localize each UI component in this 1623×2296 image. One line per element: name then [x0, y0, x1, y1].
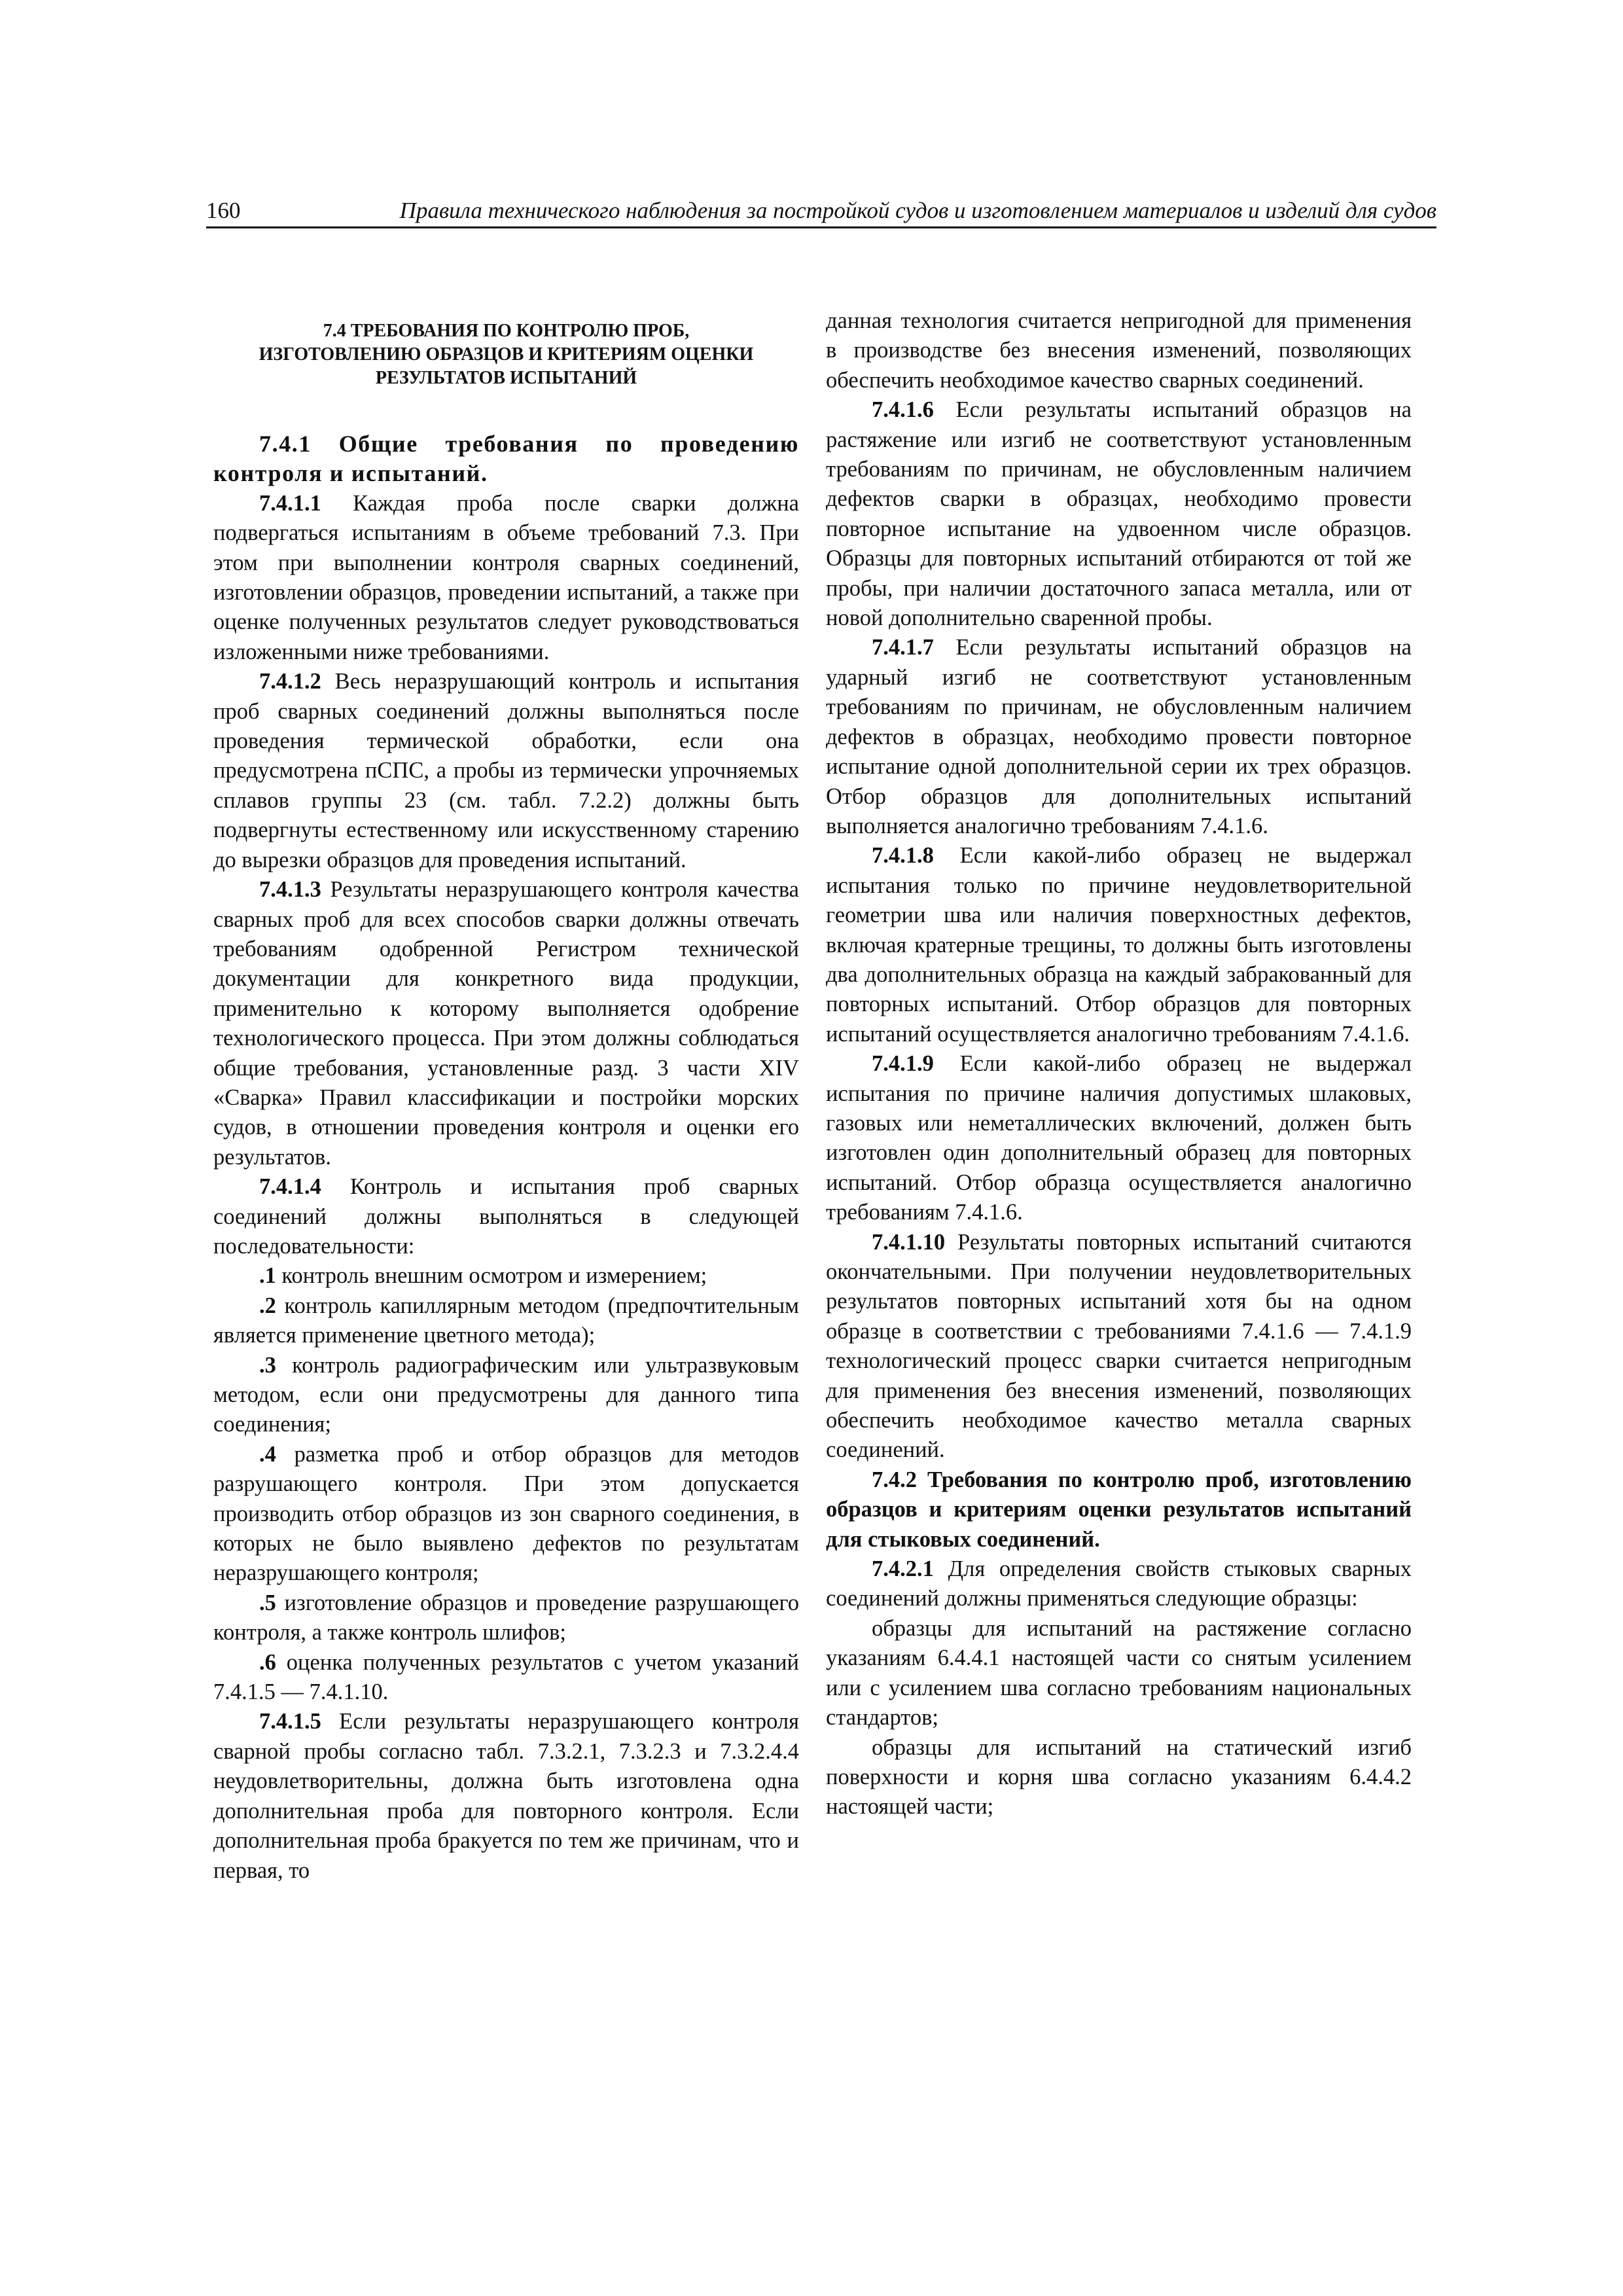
section-title-line: 7.4 ТРЕБОВАНИЯ ПО КОНТРОЛЮ ПРОБ, — [323, 321, 690, 341]
clause-text: Весь неразрушающий контроль и испытания проб сварных соединений должны выполняться после проведения термической обработки, если она предусмотрена пСПС, а пробы из термически упрочняемых сплавов группы 23 (см. табл. 7.2.2) должны быть подвергнуты естественному или искусственному старению до вырезки образцов для проведения испытаний. — [213, 669, 799, 872]
paragraph-7-4-1-5 — [213, 1707, 799, 1885]
item-text: изготовление образцов и проведение разрушающего контроля, а также контроль шлифов; — [213, 1590, 799, 1645]
paragraph-7-4-1-9 — [826, 1049, 1412, 1227]
page-number: 160 — [206, 198, 241, 223]
item-text: разметка проб и отбор образцов для методов разрушающего контроля. При этом допускается производить отбор образцов из зон сварного соединения, в которых не было выявлено дефектов по результатам неразрушающего контроля; — [213, 1441, 799, 1586]
item-number: .2 — [259, 1293, 276, 1318]
list-item — [213, 1351, 799, 1440]
paragraph-7-4-1-3 — [213, 875, 799, 1172]
list-item — [213, 1440, 799, 1588]
clause-text: Результаты неразрушающего контроля качества сварных проб для всех способов сварки должны отвечать требованиям одобренной Регистром технической документации для конкретного вида продукции, применительно к которому выполняется одобрение технологического процесса. При этом должны соблюдаться общие требования, установленные разд. 3 части XIV «Сварка» Правил классификации и постройки морских судов, в отношении проведения контроля и оценки его результатов. — [213, 877, 799, 1170]
clause-text: Если какой-либо образец не выдержал испытания только по причине неудовлетворительной геометрии шва или наличия поверхностных дефектов, включая кратерные трещины, то должны быть изготовлены два дополнительных образца на каждый забракованный для повторных испытаний. Отбор образцов для повторных испытаний осуществляется аналогично требованиям 7.4.1.6. — [826, 843, 1412, 1047]
list-item — [213, 1291, 799, 1351]
running-title: Правила технического наблюдения за постройкой судов и изготовлением материалов и изделий для судов — [399, 198, 1436, 223]
paragraph-7-4-1-8 — [826, 841, 1412, 1049]
right-column — [826, 306, 1412, 1822]
section-title-line: ИЗГОТОВЛЕНИЮ ОБРАЗЦОВ И КРИТЕРИЯМ ОЦЕНКИ — [259, 344, 754, 365]
section-title — [213, 319, 799, 390]
item-number: .4 — [259, 1441, 276, 1467]
section-title-line: РЕЗУЛЬТАТОВ ИСПЫТАНИЙ — [375, 368, 637, 388]
item-text: оценка полученных результатов с учетом указаний 7.4.1.5 — 7.4.1.10. — [213, 1649, 799, 1705]
paragraph-7-4-2-1 — [826, 1554, 1412, 1614]
clause-number: 7.4.2.1 — [872, 1556, 934, 1582]
paragraph-bend-specimens: образцы для испытаний на статический изгиб поверхности и корня шва согласно указаниям 6.4.4.2 настоящей части; — [826, 1734, 1412, 1820]
paragraph-7-4-1-2 — [213, 667, 799, 875]
item-text: контроль радиографическим или ультразвуковым методом, если они предусмотрены для данного типа соединения; — [213, 1352, 799, 1437]
item-number: .6 — [259, 1649, 276, 1675]
clause-text: Контроль и испытания проб сварных соединений должны выполняться в следующей последовательности: — [213, 1174, 799, 1259]
clause-number: 7.4.1.7 — [872, 635, 934, 660]
subsection-heading-7-4-2: 7.4.2 Требования по контролю проб, изготовлению образцов и критериям оценки результатов испытаний для стыковых соединений. — [826, 1467, 1412, 1552]
list-item — [213, 1588, 799, 1648]
paragraph-7-4-1-10 — [826, 1228, 1412, 1465]
paragraph-7-4-1-1 — [213, 489, 799, 667]
clause-number: 7.4.1.4 — [259, 1174, 321, 1200]
clause-number: 7.4.1.9 — [872, 1051, 934, 1077]
paragraph-tensile-specimens: образцы для испытаний на растяжение согласно указаниям 6.4.4.1 настоящей части со снятым усилением или с усилением шва согласно требованиям национальных стандартов; — [826, 1615, 1412, 1731]
item-number: .3 — [259, 1352, 276, 1378]
list-item — [213, 1648, 799, 1708]
clause-text: Если результаты испытаний образцов на растяжение или изгиб не соответствуют установленным требованиям по причинам, не обусловленным наличием дефектов сварки в образцах, необходимо провести повторное испытание на удвоенном числе образцов. Образцы для повторных испытаний отбираются от той же пробы, при наличии достаточного запаса металла, или от новой дополнительно сваренной пробы. — [826, 397, 1412, 631]
page-header — [206, 198, 1436, 228]
paragraph-7-4-1-7 — [826, 633, 1412, 841]
clause-number: 7.4.1.1 — [259, 490, 321, 516]
item-number: .1 — [259, 1263, 276, 1289]
list-item — [213, 1261, 799, 1291]
clause-number: 7.4.1.10 — [872, 1229, 946, 1255]
clause-number: 7.4.1.8 — [872, 843, 934, 869]
paragraph-7-4-1-4 — [213, 1172, 799, 1261]
continued-paragraph: данная технология считается непригодной для применения в производстве без внесения изменений, позволяющих обеспечить необходимое качество сварных соединений. — [826, 308, 1412, 393]
clause-text: Для определения свойств стыковых сварных соединений должны применяться следующие образцы: — [826, 1556, 1412, 1611]
clause-text: Если результаты испытаний образцов на ударный изгиб не соответствуют установленным требованиям по причинам, не обусловленным наличием дефектов в образцах, необходимо провести повторное испытание одной дополнительной серии их трех образцов. Отбор образцов для дополнительных испытаний выполняется аналогично требованиям 7.4.1.6. — [826, 635, 1412, 838]
clause-number: 7.4.1.3 — [259, 877, 321, 903]
clause-text: Результаты повторных испытаний считаются окончательными. При получении неудовлетворительных результатов повторных испытаний хотя бы на одном образце в соответствии с требованиями 7.4.1.6 — 7.4.1.9 технологический процесс сварки считается непригодным для применения без внесения изменений, позволяющих обеспечить необходимое качество металла сварных соединений. — [826, 1229, 1412, 1463]
clause-text: Каждая проба после сварки должна подвергаться испытаниям в объеме требований 7.3. При этом при выполнении контроля сварных соединений, изготовлении образцов, проведении испытаний, а также при оценке полученных результатов следует руководствоваться изложенными ниже требованиями. — [213, 490, 799, 664]
left-column — [213, 308, 799, 1886]
clause-text: Если результаты неразрушающего контроля сварной пробы согласно табл. 7.3.2.1, 7.3.2.3 и 7.3.2.4.4 неудовлетворительны, должна быть изготовлена одна дополнительная проба для повторного контроля. Если дополнительная проба бракуется по тем же причинам, что и первая, то — [213, 1709, 799, 1883]
subsection-heading-7-4-1: 7.4.1 Общие требования по проведению контроля и испытаний. — [213, 431, 799, 487]
item-text: контроль внешним осмотром и измерением; — [276, 1263, 707, 1289]
paragraph-7-4-1-6 — [826, 395, 1412, 633]
clause-number: 7.4.1.2 — [259, 669, 321, 694]
item-text: контроль капиллярным методом (предпочтительным является применение цветного метода); — [213, 1293, 799, 1348]
item-number: .5 — [259, 1590, 276, 1615]
clause-number: 7.4.1.6 — [872, 397, 934, 423]
clause-number: 7.4.1.5 — [259, 1709, 321, 1734]
clause-text: Если какой-либо образец не выдержал испытания по причине наличия допустимых шлаковых, газовых или неметаллических включений, должен быть изготовлен один дополнительный образец для повторных испытаний. Отбор образца осуществляется аналогично требованиям 7.4.1.6. — [826, 1051, 1412, 1225]
